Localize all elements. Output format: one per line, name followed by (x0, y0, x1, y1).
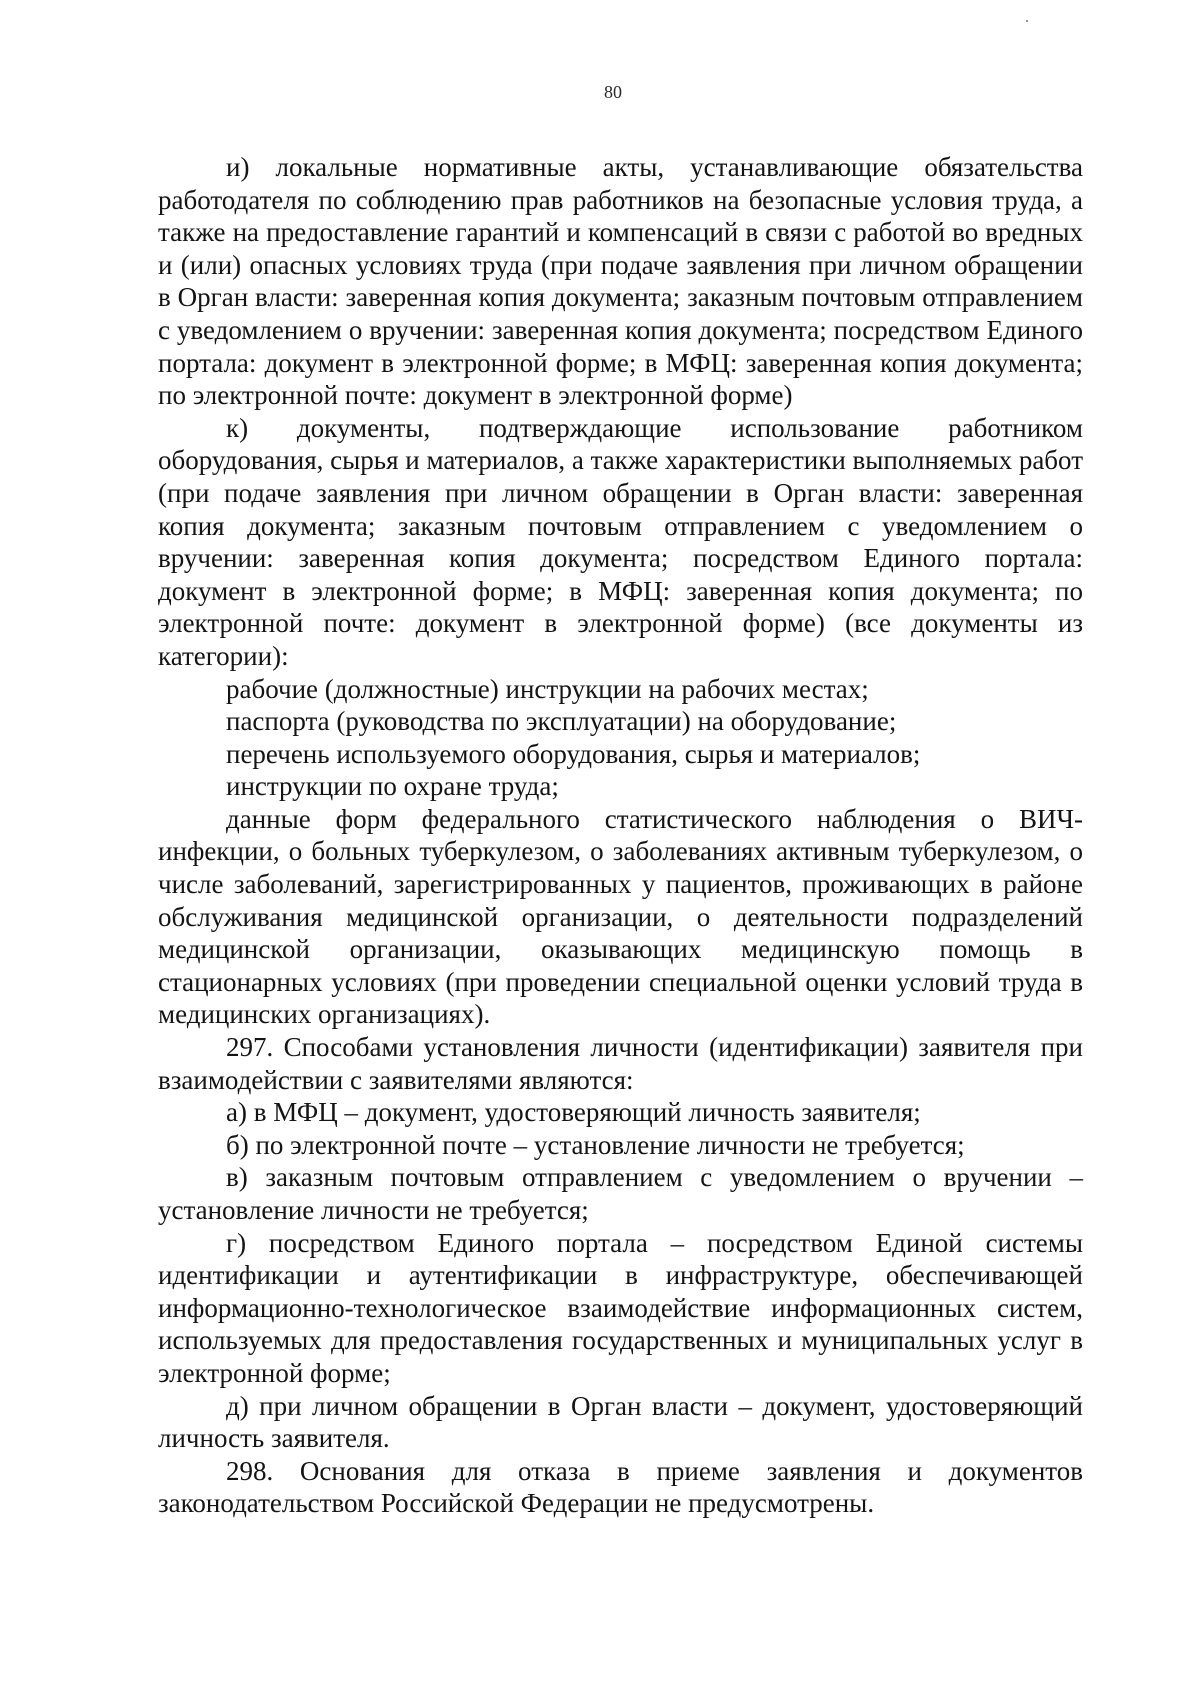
paragraph-297-d: д) при личном обращении в Орган власти – документ, удостоверяющий личность заявителя. (158, 1390, 1083, 1454)
list-item: перечень используемого оборудования, сырья и материалов; (226, 738, 921, 769)
list-item: инструкции по охране труда; (226, 771, 559, 802)
page-number: 80 (604, 82, 622, 102)
document-body (158, 151, 1083, 1520)
paragraph-297: 297. Способами установления личности (идентификации) заявителя при взаимодействии с заявителями являются: (158, 1032, 1083, 1095)
paragraph-297-a: а) в МФЦ – документ, удостоверяющий личность заявителя; (226, 1097, 921, 1128)
list-item: паспорта (руководства по эксплуатации) на оборудование; (226, 706, 897, 737)
scan-speck (1026, 20, 1028, 22)
paragraph-statistics: данные форм федерального статистического наблюдения о ВИЧ-инфекции, о больных туберкулезом, о заболеваниях активным туберкулезом, о числе заболеваний, зарегистрированных у пациентов, проживающих в районе обслуживания медицинской организации, о деятельности подразделений медицинской организации, оказывающих медицинскую помощь в стационарных условиях (при проведении специальной оценки условий труда в медицинских организациях). (158, 803, 1083, 1030)
paragraph-297-g: г) посредством Единого портала – посредством Единой системы идентификации и аутентификации в инфраструктуре, обеспечивающей информационно-технологическое взаимодействие информационных систем, используемых для предоставления государственных и муниципальных услуг в электронной форме; (158, 1227, 1083, 1388)
paragraph-297-b: б) по электронной почте – установление личности не требуется; (226, 1129, 965, 1160)
paragraph-298: 298. Основания для отказа в приеме заявления и документов законодательством Российской Федерации не предусмотрены. (158, 1455, 1083, 1519)
paragraph-k: к) документы, подтверждающие использование работником оборудования, сырья и материалов, а также характеристики выполняемых работ (при подаче заявления при личном обращении в Орган власти: заверенная копия документа; заказным почтовым отправлением с уведомлением о вручении: заверенная копия документа; посредством Единого портала: документ в электронной форме; в МФЦ: заверенная копия документа; по электронной почте: документ в электронной форме) (все документы из категории): (158, 412, 1083, 671)
paragraph-297-v: в) заказным почтовым отправлением с уведомлением о вручении – установление личности не требуется; (158, 1162, 1083, 1225)
list-item: рабочие (должностные) инструкции на рабочих местах; (226, 673, 869, 704)
paragraph-i: и) локальные нормативные акты, устанавливающие обязательства работодателя по соблюдению прав работников на безопасные условия труда, а также на предоставление гарантий и компенсаций в связи с работой во вредных и (или) опасных условиях труда (при подаче заявления при личном обращении в Орган власти: заверенная копия документа; заказным почтовым отправлением с уведомлением о вручении: заверенная копия документа; посредством Единого портала: документ в электронной форме; в МФЦ: заверенная копия документа; по электронной почте: документ в электронной форме) (158, 152, 1083, 411)
